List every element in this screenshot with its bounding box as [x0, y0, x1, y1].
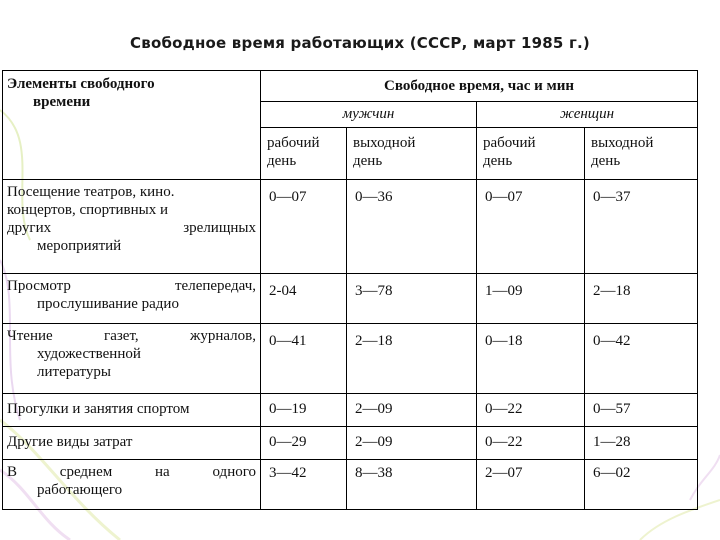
free-time-table: [2, 70, 698, 510]
row-label-line: Чтение газет, журналов,: [7, 328, 256, 344]
header-elements-line-2: времени: [33, 94, 91, 110]
day-word: день: [591, 153, 621, 169]
value-cell: 0—37: [585, 180, 698, 274]
row-label-line: Просмотр телепередач,: [7, 278, 256, 294]
table-row: [3, 324, 698, 394]
row-label-line: концертов, спортивных и: [7, 202, 169, 218]
value-cell: 0—19: [261, 394, 347, 427]
row-label-line: Посещение театров, кино.: [7, 184, 175, 200]
value-cell: 3—42: [261, 460, 347, 510]
header-elements-line-1: Элементы свободного: [7, 76, 155, 92]
header-men-workday: [261, 128, 347, 180]
value-cell: 0—36: [347, 180, 477, 274]
value-cell: 0—22: [477, 394, 585, 427]
header-men-weekend: [347, 128, 477, 180]
value-cell: 0—42: [585, 324, 698, 394]
value-cell: 0—07: [261, 180, 347, 274]
day-word: день: [353, 153, 383, 169]
value-cell: 0—29: [261, 427, 347, 460]
row-label-walks: Прогулки и занятия спортом: [3, 394, 261, 427]
value-cell: 0—41: [261, 324, 347, 394]
value-cell: 2—18: [347, 324, 477, 394]
header-elements: [3, 71, 261, 180]
workday-word: рабочий: [267, 135, 320, 151]
value-cell: 6—02: [585, 460, 698, 510]
value-cell: 3—78: [347, 274, 477, 324]
table-row: [3, 394, 698, 427]
table-row: [3, 274, 698, 324]
table-row: [3, 460, 698, 510]
row-label-line: прослушивание радио: [37, 296, 179, 312]
value-cell: 0—57: [585, 394, 698, 427]
value-cell: 2—18: [585, 274, 698, 324]
header-women-weekend: [585, 128, 698, 180]
row-label-line: художественной: [37, 346, 141, 362]
row-label-reading: [3, 324, 261, 394]
value-cell: 0—07: [477, 180, 585, 274]
day-word: день: [267, 153, 297, 169]
value-cell: 1—09: [477, 274, 585, 324]
value-cell: 2—09: [347, 427, 477, 460]
row-label-line: мероприятий: [37, 238, 122, 254]
weekend-word: выходной: [591, 135, 654, 151]
row-label-other: Другие виды затрат: [3, 427, 261, 460]
row-label-line: работающего: [37, 482, 123, 498]
value-cell: 0—22: [477, 427, 585, 460]
day-word: день: [483, 153, 513, 169]
page-title: Свободное время работающих (СССР, март 1985 г.): [130, 34, 590, 52]
value-cell: 2-04: [261, 274, 347, 324]
row-label-line: В среднем на одного: [7, 464, 256, 480]
value-cell: 1—28: [585, 427, 698, 460]
header-women: женщин: [477, 102, 698, 128]
table-row: [3, 427, 698, 460]
value-cell: 2—09: [347, 394, 477, 427]
value-cell: 2—07: [477, 460, 585, 510]
weekend-word: выходной: [353, 135, 416, 151]
value-cell: 8—38: [347, 460, 477, 510]
row-label-tv: [3, 274, 261, 324]
workday-word: рабочий: [483, 135, 536, 151]
header-women-workday: [477, 128, 585, 180]
row-label-line: литературы: [37, 364, 111, 380]
row-label-theatres: [3, 180, 261, 274]
header-men: мужчин: [261, 102, 477, 128]
header-free-time: Свободное время, час и мин: [261, 71, 698, 102]
row-label-average: [3, 460, 261, 510]
row-label-line: других зрелищных: [7, 220, 256, 236]
value-cell: 0—18: [477, 324, 585, 394]
table-row: [3, 180, 698, 274]
